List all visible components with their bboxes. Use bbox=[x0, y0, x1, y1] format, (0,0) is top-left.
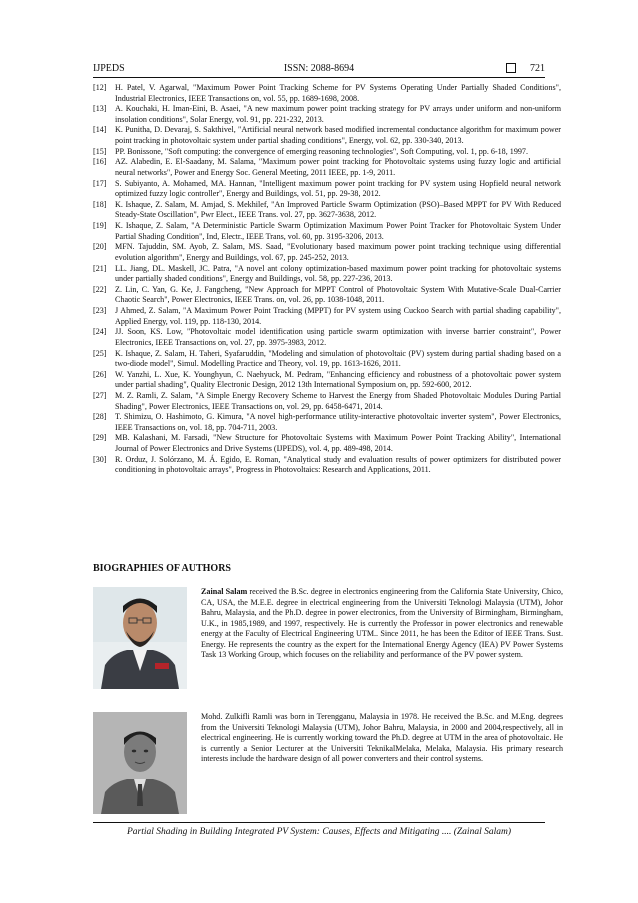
footer-divider bbox=[93, 822, 545, 823]
reference-item bbox=[93, 104, 561, 125]
author-photo-zainal-salam bbox=[93, 587, 187, 689]
reference-number: [30] bbox=[93, 454, 107, 464]
reference-number: [27] bbox=[93, 390, 107, 400]
reference-text: K. Ishaque, Z. Salam, M. Amjad, S. Mekhilef, "An Improved Particle Swarm Optimization (PSO)–Based MPPT for PV With Reduced Steady-State Oscillation", Pwr Elect., IEEE Trans. vol. 27, pp. 3627-3638, 2012. bbox=[115, 199, 561, 220]
reference-item bbox=[93, 264, 561, 285]
reference-item bbox=[93, 221, 561, 242]
reference-number: [20] bbox=[93, 242, 107, 252]
reference-text: R. Orduz, J. Solórzano, M. Á. Egido, E. Roman, "Analytical study and evaluation results of power optimizers for distributed power conditioning in photovoltaic arrays", Progress in Photovoltaics: Research and Applications, 2011. bbox=[115, 454, 561, 475]
reference-text: LL. Jiang, DL. Maskell, JC. Patra, "A novel ant colony optimization-based maximum power point tracking for photovoltaic systems under partially shaded conditions", Energy and Buildings, vol. 58, pp. 227-236, 2013. bbox=[115, 263, 561, 284]
reference-number: [12] bbox=[93, 83, 107, 92]
author-bio-2 bbox=[93, 712, 563, 814]
reference-text: K. Punitha, D. Devaraj, S. Sakthivel, "Artificial neural network based modified incremental conductance algorithm for maximum power point tracking in photovoltaic system under partial shading conditions", Energy, vol. 62, pp. 330-340, 2013. bbox=[115, 125, 561, 146]
author-bio-text-1: received the B.Sc. degree in electronics engineering from the California State University, Chico, CA, USA, the M.E.E. degree in electrical engineering from the Universiti Teknologi Malaysia (UTM), Johor Bahru, Malaysia, and the Ph.D. degree in power electronics, from the University of Birmingham, Birmingham, U.K., in 1985,1989, and 1997, respectively. He is currently the Professor in power electronics and renewable energy at the Faculty of Electrical Engineering UTM.. Since 2011, he has been the Editor of IEEE Trans. Sust. Energy. He represents the country as the expert for the International Energy Agency (IEA) PV Power Systems Task 13 Working Group, which focuses on the reliability and performance of the PV power system. bbox=[201, 587, 563, 660]
reference-number: [18] bbox=[93, 199, 107, 209]
header-divider bbox=[93, 77, 545, 78]
reference-item bbox=[93, 125, 561, 146]
reference-number: [17] bbox=[93, 178, 107, 188]
journal-name: IJPEDS bbox=[93, 62, 125, 74]
reference-text: J Ahmed, Z. Salam, "A Maximum Power Point Tracking (MPPT) for PV system using Cuckoo Search with partial shading capability", Applied Energy, vol. 119, pp. 118-130, 2014. bbox=[115, 306, 561, 326]
author-bio-1 bbox=[93, 587, 563, 689]
author-bio-text-2: Mohd. Zulkifli Ramli was born in Terengganu, Malaysia in 1978. He received the B.Sc. and M.Eng. degrees from the Universiti Teknologi Malaysia (UTM), Johor Bahru, Malaysia, in 2000 and 2004,respectively, all in electrical engineering. He is currently working toward the Ph.D. degree at UTM in the area of photovoltaic. He is currently a Senior Lecturer at the Universiti TeknikalMelaka, Melaka, Malaysia. His primary research interests include the hardware design of all power converters and their control systems. bbox=[201, 712, 563, 764]
reference-number: [26] bbox=[93, 369, 107, 379]
reference-text: MB. Kalashani, M. Farsadi, "New Structure for Photovoltaic Systems with Maximum Power Point Tracking Ability", International Journal of Power Electronics and Drive Systems (IJPEDS), vol. 4, pp. 489-498, 2014. bbox=[115, 433, 561, 453]
reference-text: H. Patel, V. Agarwal, "Maximum Power Point Tracking Scheme for PV Systems Operating Under Partially Shaded Conditions", Industrial Electronics, IEEE Transactions on, vol. 55, pp. 1689-1698, 2008. bbox=[115, 83, 561, 103]
reference-number: [15] bbox=[93, 146, 107, 156]
reference-number: [23] bbox=[93, 306, 107, 316]
page-footer: Partial Shading in Building Integrated PV System: Causes, Effects and Mitigating .... (Zainal Salam) bbox=[126, 827, 512, 837]
reference-item bbox=[93, 200, 561, 221]
reference-text: MFN. Tajuddin, SM. Ayob, Z. Salam, MS. Saad, "Evolutionary based maximum power point tracking technique using differential evolution algorithm", Energy and Buildings, vol. 67, pp. 245-252, 2013. bbox=[115, 242, 561, 262]
reference-item bbox=[93, 179, 561, 200]
reference-number: [25] bbox=[93, 348, 107, 358]
reference-item bbox=[93, 83, 561, 104]
page-header bbox=[93, 60, 545, 76]
reference-text: S. Subiyanto, A. Mohamed, MA. Hannan, "Intelligent maximum power point tracking for PV system using Hopfield neural network optimized fuzzy logic controller", Energy and Buildings, vol. 51, pp. 29-38, 2012. bbox=[115, 178, 561, 199]
reference-item bbox=[93, 147, 561, 158]
reference-list bbox=[93, 83, 561, 476]
reference-item bbox=[93, 327, 561, 348]
reference-item bbox=[93, 349, 561, 370]
reference-item bbox=[93, 433, 561, 454]
reference-text: PP. Bonissone, "Soft computing: the convergence of emerging reasoning technologies", Soft Computing, vol. 1, pp. 6-18, 1997. bbox=[115, 146, 528, 156]
reference-number: [21] bbox=[93, 263, 107, 273]
reference-number: [16] bbox=[93, 157, 107, 167]
reference-text: M. Z. Ramli, Z. Salam, "A Simple Energy Recovery Scheme to Harvest the Energy from Shaded Photovoltaic Modules During Partial Shading", Power Electronics, IEEE Transactions on, vol. 29, pp. 6458-6471, 2014. bbox=[115, 390, 561, 411]
reference-text: T. Shimizu, O. Hashimoto, G. Kimura, "A novel high-performance utility-interactive photovoltaic inverter system", Power Electronics, IEEE Transactions on, vol. 18, pp. 704-711, 2003. bbox=[115, 412, 561, 432]
reference-number: [29] bbox=[93, 433, 107, 443]
reference-text: Z. Lin, C. Yan, G. Ke, J. Fangcheng, "New Approach for MPPT Control of Photovoltaic System With Mutative-Scale Dual-Carrier Chaotic Search", Power Electronics, IEEE Trans. on, vol. 26, pp. 1038-1048, 2011. bbox=[115, 284, 561, 305]
reference-number: [19] bbox=[93, 221, 107, 231]
reference-number: [13] bbox=[93, 104, 107, 114]
reference-item bbox=[93, 306, 561, 327]
author-name-zainal-salam: Zainal Salam bbox=[201, 587, 248, 596]
reference-item bbox=[93, 412, 561, 433]
reference-number: [24] bbox=[93, 327, 107, 337]
author-photo-mohd-zulkifli-ramli bbox=[93, 712, 187, 814]
biographies-heading: BIOGRAPHIES OF AUTHORS bbox=[93, 563, 231, 574]
reference-item bbox=[93, 455, 561, 476]
reference-item bbox=[93, 370, 561, 391]
reference-text: AZ. Alabedin, E. El-Saadany, M. Salama, "Maximum power point tracking for Photovoltaic systems using fuzzy logic and artificial neural networks", Power and Energy Soc. General Meeting, 2011 IEEE, pp. 1-9, 2011. bbox=[115, 157, 561, 177]
reference-item bbox=[93, 391, 561, 412]
reference-text: W. Yanzhi, L. Xue, K. Younghyun, C. Naehyuck, M. Pedram, "Enhancing efficiency and robustness of a photovoltaic power system under partial shading", Quality Electronic Design, 2012 13th International Symposium on, pp. 592-600, 2012. bbox=[115, 369, 561, 390]
page-number: 721 bbox=[530, 62, 545, 74]
reference-text: K. Ishaque, Z. Salam, "A Deterministic Particle Swarm Optimization Maximum Power Point Tracker for Photovoltaic System Under Partial Shading Condition", Ind, Electr., IEEE Trans, vol. 60, pp. 3195-3206, 2013. bbox=[115, 221, 561, 241]
reference-text: JJ. Soon, KS. Low, "Photovoltaic model identification using particle swarm optimization with inverse barrier constraint", Power Electronics, IEEE Transactions on, vol. 27, pp. 3975-3983, 2012. bbox=[115, 327, 561, 347]
reference-number: [22] bbox=[93, 284, 107, 294]
reference-text: K. Ishaque, Z. Salam, H. Taheri, Syafaruddin, "Modeling and simulation of photovoltaic (PV) system during partial shading based on a two-diode model", Simul. Modelling Practice and Theory, vol. 19, pp. 1613-1626, 2011. bbox=[115, 348, 561, 369]
reference-item bbox=[93, 285, 561, 306]
reference-number: [28] bbox=[93, 412, 107, 422]
reference-item bbox=[93, 157, 561, 178]
reference-number: [14] bbox=[93, 125, 107, 135]
reference-text: A. Kouchaki, H. Iman-Eini, B. Asaei, "A new maximum power point tracking strategy for PV arrays under uniform and non-uniform insolation conditions", Solar Energy, vol. 91, pp. 221-232, 2013. bbox=[115, 104, 561, 124]
reference-item bbox=[93, 242, 561, 263]
issn-label: ISSN: 2088-8694 bbox=[283, 62, 355, 74]
